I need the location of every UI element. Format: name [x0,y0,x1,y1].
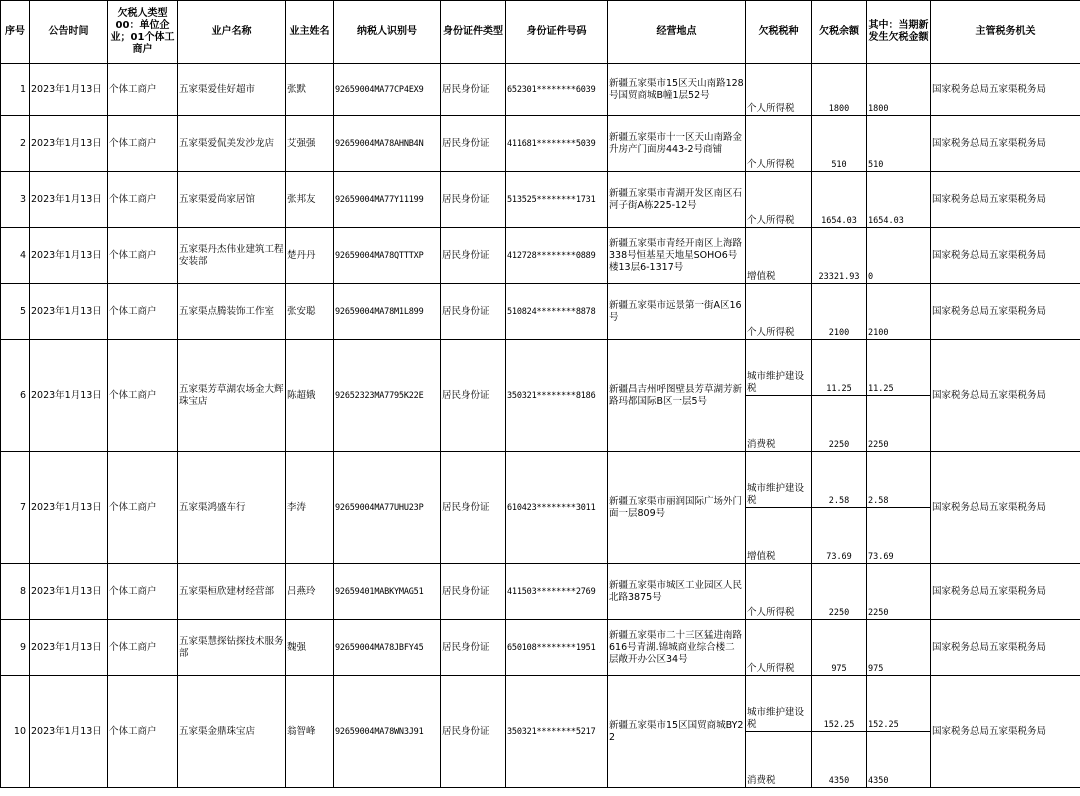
cell-date[interactable]: 2023年1月13日 [30,172,108,228]
cell-office[interactable]: 国家税务总局五家渠税务局 [931,172,1080,228]
cell-balance[interactable]: 2250 [812,396,867,452]
cell-taxid[interactable]: 92659004MA78QTTTXP [334,228,441,284]
cell-owner[interactable]: 张默 [286,64,334,116]
cell-addr[interactable]: 新疆五家渠市15区天山南路128号国贸商城B幢1层52号 [608,64,746,116]
cell-tax-kind[interactable]: 个人所得税 [746,620,812,676]
table-row [1,116,1080,172]
cell-type[interactable]: 个体工商户 [108,284,178,340]
cell-tax-kind[interactable]: 增值税 [746,228,812,284]
cell-date[interactable]: 2023年1月13日 [30,116,108,172]
cell-name[interactable]: 五家渠慧探钻探技术服务部 [178,620,286,676]
cell-office[interactable]: 国家税务总局五家渠税务局 [931,564,1080,620]
cell-idtype[interactable]: 居民身份证 [441,284,506,340]
cell-tax-kind[interactable]: 个人所得税 [746,116,812,172]
cell-type[interactable]: 个体工商户 [108,620,178,676]
cell-owner[interactable]: 张邦友 [286,172,334,228]
cell-addr[interactable]: 新疆昌吉州呼图壁县芳草湖芳新路玛都国际B区一层5号 [608,340,746,452]
cell-balance[interactable]: 975 [812,620,867,676]
cell-name[interactable]: 五家渠桓欣建材经营部 [178,564,286,620]
header-idtype[interactable]: 身份证件类型 [441,1,506,64]
cell-seq[interactable]: 6 [1,340,30,452]
cell-seq[interactable]: 10 [1,676,30,788]
cell-idtype[interactable]: 居民身份证 [441,564,506,620]
cell-balance[interactable]: 2.58 [812,452,867,508]
cell-idtype[interactable]: 居民身份证 [441,620,506,676]
table-row [1,172,1080,228]
cell-idno[interactable]: 412728********0889 [506,228,608,284]
cell-addr[interactable]: 新疆五家渠市十一区天山南路金升房产门面房443-2号商铺 [608,116,746,172]
cell-owner[interactable]: 吕燕玲 [286,564,334,620]
cell-idno[interactable]: 350321********5217 [506,676,608,788]
cell-idno[interactable]: 510824********8878 [506,284,608,340]
cell-addr[interactable]: 新疆五家渠市15区国贸商城BY22 [608,676,746,788]
cell-taxid[interactable]: 92659004MA77Y11199 [334,172,441,228]
cell-current[interactable]: 2250 [867,564,931,620]
cell-idno[interactable]: 411681********5039 [506,116,608,172]
cell-current[interactable]: 4350 [867,732,931,788]
cell-owner[interactable]: 翁智峰 [286,676,334,788]
cell-balance[interactable]: 152.25 [812,676,867,732]
cell-balance[interactable]: 2250 [812,564,867,620]
cell-name[interactable]: 五家渠鸿盛车行 [178,452,286,564]
cell-taxid[interactable]: 92659401MABKYMAG51 [334,564,441,620]
cell-idno[interactable]: 610423********3011 [506,452,608,564]
cell-balance[interactable]: 73.69 [812,508,867,564]
cell-type[interactable]: 个体工商户 [108,228,178,284]
header-type[interactable]: 欠税人类型 00：单位企业；01个体工商户 [108,1,178,64]
table-row [1,284,1080,340]
cell-seq[interactable]: 9 [1,620,30,676]
cell-current[interactable]: 73.69 [867,508,931,564]
table-row [1,452,1080,508]
cell-tax-kind[interactable]: 个人所得税 [746,64,812,116]
cell-type[interactable]: 个体工商户 [108,676,178,788]
cell-office[interactable]: 国家税务总局五家渠税务局 [931,676,1080,788]
cell-type[interactable]: 个体工商户 [108,116,178,172]
cell-addr[interactable]: 新疆五家渠市青湖开发区南区石河子街A栋225-12号 [608,172,746,228]
header-bal[interactable]: 欠税余额 [812,1,867,64]
cell-type[interactable]: 个体工商户 [108,452,178,564]
cell-balance[interactable]: 1800 [812,64,867,116]
cell-addr[interactable]: 新疆五家渠市青经开南区上海路338号恒基星天地星SOHO6号楼13层6-1317号 [608,228,746,284]
cell-idtype[interactable]: 居民身份证 [441,452,506,564]
cell-current[interactable]: 0 [867,228,931,284]
cell-tax-kind[interactable]: 城市维护建设税 [746,340,812,396]
cell-date[interactable]: 2023年1月13日 [30,676,108,788]
cell-idtype[interactable]: 居民身份证 [441,172,506,228]
cell-balance[interactable]: 1654.03 [812,172,867,228]
cell-balance[interactable]: 11.25 [812,340,867,396]
cell-owner[interactable]: 艾强强 [286,116,334,172]
cell-taxid[interactable]: 92659004MA78JBFY45 [334,620,441,676]
cell-name[interactable]: 五家渠丹杰伟业建筑工程安装部 [178,228,286,284]
cell-idtype[interactable]: 居民身份证 [441,340,506,452]
cell-date[interactable]: 2023年1月13日 [30,64,108,116]
cell-taxid[interactable]: 92659004MA78AHNB4N [334,116,441,172]
cell-balance[interactable]: 510 [812,116,867,172]
cell-idno[interactable]: 411503********2769 [506,564,608,620]
cell-idtype[interactable]: 居民身份证 [441,64,506,116]
cell-idno[interactable]: 350321********8186 [506,340,608,452]
cell-seq[interactable]: 3 [1,172,30,228]
cell-seq[interactable]: 1 [1,64,30,116]
cell-current[interactable]: 975 [867,620,931,676]
cell-balance[interactable]: 2100 [812,284,867,340]
header-owner[interactable]: 业主姓名 [286,1,334,64]
cell-date[interactable]: 2023年1月13日 [30,564,108,620]
cell-name[interactable]: 五家渠芳草湖农场金大辉珠宝店 [178,340,286,452]
cell-name[interactable]: 五家渠金鼎珠宝店 [178,676,286,788]
cell-current[interactable]: 1654.03 [867,172,931,228]
cell-tax-kind[interactable]: 城市维护建设税 [746,676,812,732]
cell-name[interactable]: 五家渠点腾装饰工作室 [178,284,286,340]
cell-seq[interactable]: 2 [1,116,30,172]
cell-office[interactable]: 国家税务总局五家渠税务局 [931,284,1080,340]
cell-type[interactable]: 个体工商户 [108,340,178,452]
cell-office[interactable]: 国家税务总局五家渠税务局 [931,116,1080,172]
header-addr[interactable]: 经营地点 [608,1,746,64]
cell-idno[interactable]: 513525********1731 [506,172,608,228]
header-taxid[interactable]: 纳税人识别号 [334,1,441,64]
cell-date[interactable]: 2023年1月13日 [30,452,108,564]
cell-office[interactable]: 国家税务总局五家渠税务局 [931,340,1080,452]
header-seq[interactable]: 序号 [1,1,30,64]
header-row [1,1,1080,64]
cell-idtype[interactable]: 居民身份证 [441,228,506,284]
cell-name[interactable]: 五家渠爱尚家居馆 [178,172,286,228]
table-row [1,564,1080,620]
cell-idtype[interactable]: 居民身份证 [441,676,506,788]
cell-tax-kind[interactable]: 个人所得税 [746,172,812,228]
cell-current[interactable]: 2250 [867,396,931,452]
cell-office[interactable]: 国家税务总局五家渠税务局 [931,228,1080,284]
cell-tax-kind[interactable]: 个人所得税 [746,564,812,620]
cell-taxid[interactable]: 92659004MA77CP4EX9 [334,64,441,116]
cell-tax-kind[interactable]: 消费税 [746,396,812,452]
cell-balance[interactable]: 4350 [812,732,867,788]
cell-type[interactable]: 个体工商户 [108,64,178,116]
cell-tax-kind[interactable]: 增值税 [746,508,812,564]
cell-date[interactable]: 2023年1月13日 [30,620,108,676]
cell-type[interactable]: 个体工商户 [108,564,178,620]
cell-seq[interactable]: 5 [1,284,30,340]
cell-current[interactable]: 2.58 [867,452,931,508]
header-date[interactable]: 公告时间 [30,1,108,64]
cell-current[interactable]: 152.25 [867,676,931,732]
cell-current[interactable]: 510 [867,116,931,172]
cell-addr[interactable]: 新疆五家渠市城区工业园区人民北路3875号 [608,564,746,620]
table-row [1,620,1080,676]
cell-current[interactable]: 2100 [867,284,931,340]
cell-owner[interactable]: 李涛 [286,452,334,564]
cell-date[interactable]: 2023年1月13日 [30,228,108,284]
header-kind[interactable]: 欠税税种 [746,1,812,64]
cell-addr[interactable]: 新疆五家渠市二十三区猛进南路616号青湖.锦城商业综合楼二层敞开办公区34号 [608,620,746,676]
cell-taxid[interactable]: 92652323MA7795K22E [334,340,441,452]
cell-type[interactable]: 个体工商户 [108,172,178,228]
cell-tax-kind[interactable]: 城市维护建设税 [746,452,812,508]
table-row [1,676,1080,732]
cell-idno[interactable]: 652301********6039 [506,64,608,116]
cell-taxid[interactable]: 92659004MA78M1L899 [334,284,441,340]
cell-addr[interactable]: 新疆五家渠市丽润国际广场外门面一层809号 [608,452,746,564]
cell-current[interactable]: 11.25 [867,340,931,396]
cell-seq[interactable]: 8 [1,564,30,620]
header-name[interactable]: 业户名称 [178,1,286,64]
cell-name[interactable]: 五家渠爱佳好超市 [178,64,286,116]
cell-idtype[interactable]: 居民身份证 [441,116,506,172]
cell-addr[interactable]: 新疆五家渠市远景第一街A区16号 [608,284,746,340]
header-office[interactable]: 主管税务机关 [931,1,1080,64]
cell-office[interactable]: 国家税务总局五家渠税务局 [931,620,1080,676]
cell-date[interactable]: 2023年1月13日 [30,340,108,452]
table-body [1,64,1080,788]
table-row [1,228,1080,284]
cell-current[interactable]: 1800 [867,64,931,116]
cell-date[interactable]: 2023年1月13日 [30,284,108,340]
header-cur[interactable]: 其中：当期新发生欠税金额 [867,1,931,64]
cell-tax-kind[interactable]: 消费税 [746,732,812,788]
cell-idno[interactable]: 650108********1951 [506,620,608,676]
cell-owner[interactable]: 魏强 [286,620,334,676]
cell-office[interactable]: 国家税务总局五家渠税务局 [931,64,1080,116]
cell-owner[interactable]: 张安聪 [286,284,334,340]
cell-taxid[interactable]: 92659004MA78WN3J91 [334,676,441,788]
cell-owner[interactable]: 陈超娥 [286,340,334,452]
cell-name[interactable]: 五家渠爱侃美发沙龙店 [178,116,286,172]
cell-owner[interactable]: 楚丹丹 [286,228,334,284]
cell-tax-kind[interactable]: 个人所得税 [746,284,812,340]
table-row [1,64,1080,116]
header-idno[interactable]: 身份证件号码 [506,1,608,64]
cell-office[interactable]: 国家税务总局五家渠税务局 [931,452,1080,564]
cell-seq[interactable]: 7 [1,452,30,564]
table-row [1,340,1080,396]
cell-taxid[interactable]: 92659004MA77UHU23P [334,452,441,564]
cell-seq[interactable]: 4 [1,228,30,284]
cell-balance[interactable]: 23321.93 [812,228,867,284]
